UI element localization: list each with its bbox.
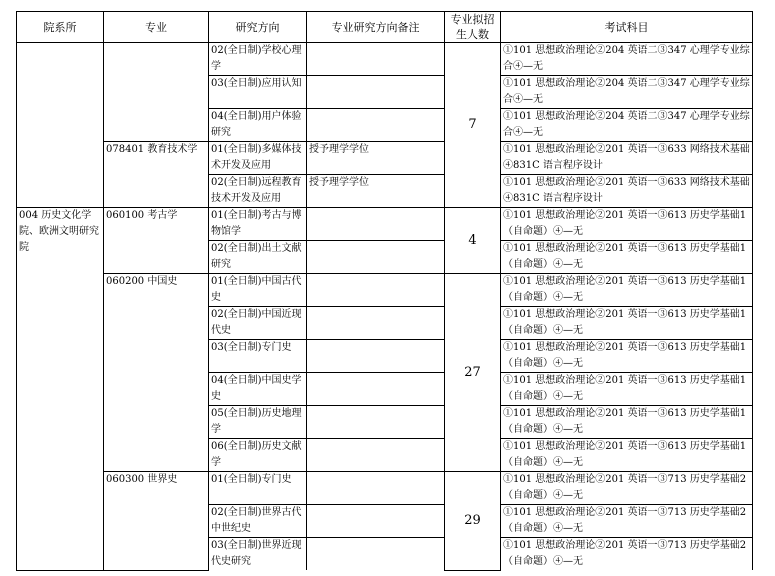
header-quota-line2: 生人数	[456, 28, 489, 41]
remark-cell	[307, 307, 445, 340]
direction-cell: 02(全日制)远程教育技术开发及应用	[209, 175, 307, 208]
direction-cell: 03(全日制)世界近现代史研究	[209, 538, 307, 571]
direction-cell: 01(全日制)专门史	[209, 472, 307, 505]
admissions-table	[16, 11, 753, 571]
direction-cell: 02(全日制)学校心理学	[209, 43, 307, 76]
dept-cell: 004 历史文化学院、欧洲文明研究院	[17, 208, 104, 571]
remark-cell	[307, 340, 445, 373]
remark-cell	[307, 109, 445, 142]
quota-cell: 29	[445, 472, 501, 571]
direction-cell: 01(全日制)多媒体技术开发及应用	[209, 142, 307, 175]
remark-cell: 授予理学学位	[307, 175, 445, 208]
remark-cell: 授予理学学位	[307, 142, 445, 175]
subjects-cell: ①101 思想政治理论②201 英语一③713 历史学基础2（自命题）④—无	[501, 472, 753, 505]
remark-cell	[307, 274, 445, 307]
subjects-cell: ①101 思想政治理论②204 英语二③347 心理学专业综合④—无	[501, 109, 753, 142]
header-quota	[445, 12, 501, 43]
major-cell: 060200 中国史	[104, 274, 209, 472]
subjects-cell: ①101 思想政治理论②201 英语一③613 历史学基础1（自命题）④—无	[501, 274, 753, 307]
direction-cell: 01(全日制)中国古代史	[209, 274, 307, 307]
quota-cell: 4	[445, 208, 501, 274]
direction-cell: 03(全日制)应用认知	[209, 76, 307, 109]
subjects-cell: ①101 思想政治理论②204 英语二③347 心理学专业综合④—无	[501, 76, 753, 109]
direction-cell: 02(全日制)出土文献研究	[209, 241, 307, 274]
table-row	[17, 274, 753, 307]
major-cell-psychology	[104, 43, 209, 142]
subjects-cell: ①101 思想政治理论②201 英语一③713 历史学基础2（自命题）④—无	[501, 505, 753, 538]
subjects-cell: ①101 思想政治理论②201 英语一③613 历史学基础1（自命题）④—无	[501, 406, 753, 439]
direction-cell: 01(全日制)考古与博物馆学	[209, 208, 307, 241]
quota-cell: 7	[445, 43, 501, 208]
remark-cell	[307, 373, 445, 406]
header-remark: 专业研究方向备注	[307, 12, 445, 43]
remark-cell	[307, 208, 445, 241]
subjects-cell: ①101 思想政治理论②201 英语一③613 历史学基础1（自命题）④—无	[501, 373, 753, 406]
subjects-cell: ①101 思想政治理论②201 英语一③633 网络技术基础④831C 语言程序设计	[501, 142, 753, 175]
major-cell: 060300 世界史	[104, 472, 209, 571]
subjects-cell: ①101 思想政治理论②201 英语一③613 历史学基础1（自命题）④—无	[501, 340, 753, 373]
remark-cell	[307, 43, 445, 76]
remark-cell	[307, 472, 445, 505]
quota-cell: 27	[445, 274, 501, 472]
table-row	[17, 472, 753, 505]
direction-cell: 06(全日制)历史文献学	[209, 439, 307, 472]
table-row	[17, 142, 753, 175]
remark-cell	[307, 538, 445, 571]
remark-cell	[307, 241, 445, 274]
remark-cell	[307, 505, 445, 538]
subjects-cell: ①101 思想政治理论②201 英语一③713 历史学基础2（自命题）④—无	[501, 538, 753, 571]
remark-cell	[307, 439, 445, 472]
table-row	[17, 43, 753, 76]
major-cell: 078401 教育技术学	[104, 142, 209, 208]
remark-cell	[307, 406, 445, 439]
subjects-cell: ①101 思想政治理论②201 英语一③613 历史学基础1（自命题）④—无	[501, 307, 753, 340]
direction-cell: 02(全日制)中国近现代史	[209, 307, 307, 340]
header-row	[17, 12, 753, 43]
table-row	[17, 208, 753, 241]
direction-cell: 02(全日制)世界古代中世纪史	[209, 505, 307, 538]
subjects-cell: ①101 思想政治理论②201 英语一③613 历史学基础1（自命题）④—无	[501, 241, 753, 274]
header-direction: 研究方向	[209, 12, 307, 43]
subjects-cell: ①101 思想政治理论②204 英语二③347 心理学专业综合④—无	[501, 43, 753, 76]
direction-cell: 03(全日制)专门史	[209, 340, 307, 373]
direction-cell: 04(全日制)中国史学史	[209, 373, 307, 406]
subjects-cell: ①101 思想政治理论②201 英语一③613 历史学基础1（自命题）④—无	[501, 208, 753, 241]
header-quota-line1: 专业拟招	[450, 13, 495, 26]
header-subjects: 考试科目	[501, 12, 753, 43]
remark-cell	[307, 76, 445, 109]
header-major: 专业	[104, 12, 209, 43]
subjects-cell: ①101 思想政治理论②201 英语一③613 历史学基础1（自命题）④—无	[501, 439, 753, 472]
subjects-cell: ①101 思想政治理论②201 英语一③633 网络技术基础④831C 语言程序设计	[501, 175, 753, 208]
direction-cell: 05(全日制)历史地理学	[209, 406, 307, 439]
major-cell: 060100 考古学	[104, 208, 209, 274]
header-dept: 院系所	[17, 12, 104, 43]
direction-cell: 04(全日制)用户体验研究	[209, 109, 307, 142]
dept-cell-psychology	[17, 43, 104, 208]
